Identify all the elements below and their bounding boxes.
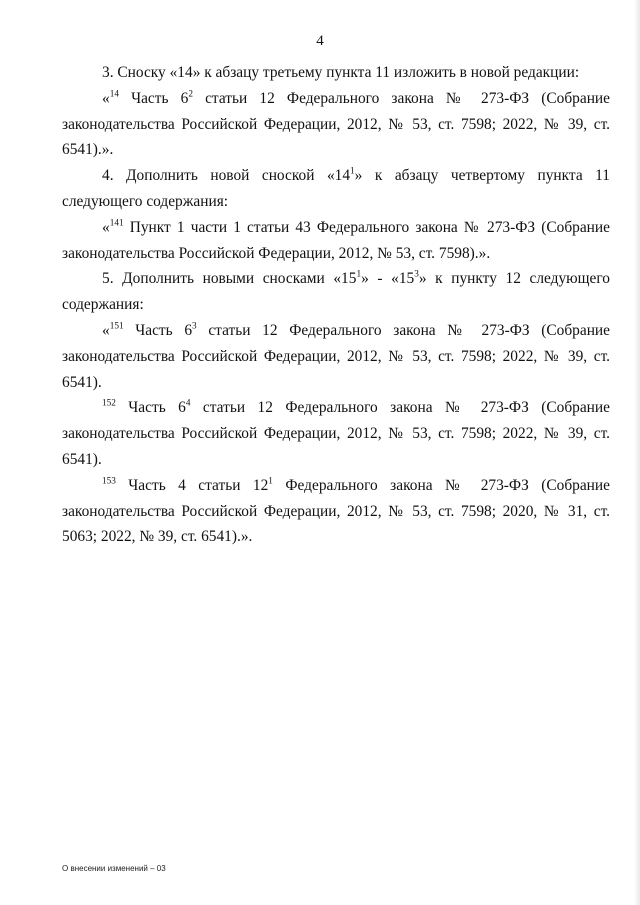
superscript-mark: 2 xyxy=(188,88,193,99)
page-number: 4 xyxy=(316,33,324,49)
text-segment: Часть 6 xyxy=(118,89,189,107)
text-segment: « xyxy=(102,218,110,236)
superscript-mark: 1 xyxy=(350,165,355,176)
paragraph xyxy=(62,86,610,163)
superscript-mark: 1 xyxy=(118,320,124,331)
text-segment: статьи 12 Федерального закона № 273-ФЗ (Собрание законодательства Российской Федерации, 2012, № 53, ст. 7598; 2022, № 39, ст. 6541). xyxy=(62,321,610,391)
paragraph xyxy=(62,266,610,318)
superscript-mark: 1 xyxy=(356,268,362,279)
text-segment: » - «15 xyxy=(361,270,415,288)
paragraph xyxy=(62,318,610,395)
footer-label: О внесении изменений – 03 xyxy=(62,864,166,873)
superscript-mark: 2 xyxy=(111,397,116,408)
text-segment: Часть 4 статьи 12 xyxy=(115,476,269,494)
paragraph xyxy=(62,215,610,267)
superscript-mark: 1 xyxy=(268,475,273,486)
text-segment: « xyxy=(102,89,110,107)
document-body xyxy=(62,60,610,550)
paragraph xyxy=(62,395,610,472)
paragraph xyxy=(62,60,610,86)
text-segment: 4. Дополнить новой сноской «14 xyxy=(102,167,351,185)
text-segment: статьи 12 Федерального закона № 273-ФЗ (Собрание законодательства Российской Федерации, 2012, № 53, ст. 7598; 2022, № 39, ст. 6541). xyxy=(62,399,610,468)
text-segment: 5. Дополнить новыми сносками «15 xyxy=(102,270,357,288)
superscript-mark: 15 xyxy=(102,475,112,486)
text-segment: Пункт 1 части 1 статьи 43 Федерального закона № 273-ФЗ (Собрание законодательства Российской Федерации, 2012, № 53, ст. 7598).». xyxy=(62,218,610,262)
paragraph xyxy=(62,163,610,215)
superscript-mark: 1 xyxy=(118,217,124,228)
text-segment: » к абзацу четвертому пункта 11 следующего содержания: xyxy=(62,167,610,210)
text-segment: статьи 12 Федерального закона № 273-ФЗ (Собрание законодательства Российской Федерации, 2012, № 53, ст. 7598; 2022, № 39, ст. 6541).». xyxy=(62,89,610,159)
scan-edge-shadow xyxy=(634,0,640,905)
superscript-mark: 15 xyxy=(102,397,112,408)
superscript-mark: 14 xyxy=(109,88,119,99)
superscript-mark: 4 xyxy=(185,397,191,408)
superscript-mark: 3 xyxy=(414,268,419,279)
paragraph xyxy=(62,473,610,550)
text-segment: 3. Сноску «14» к абзацу третьему пункта 11 изложить в новой редакции: xyxy=(102,64,580,81)
superscript-mark: 14 xyxy=(109,217,119,228)
text-segment: Часть 6 xyxy=(123,321,193,339)
text-segment: » к пункту 12 следующего содержания: xyxy=(62,270,610,314)
superscript-mark: 15 xyxy=(109,320,119,331)
text-segment: « xyxy=(102,321,110,339)
text-segment: Часть 6 xyxy=(115,399,186,417)
superscript-mark: 3 xyxy=(192,320,197,331)
text-segment: Федерального закона № 273-ФЗ (Собрание законодательства Российской Федерации, 2012, № 53, ст. 7598; 2020, № 31, ст. 5063; 2022, № 39, ст. 6541).». xyxy=(62,476,610,546)
superscript-mark: 3 xyxy=(111,475,116,486)
